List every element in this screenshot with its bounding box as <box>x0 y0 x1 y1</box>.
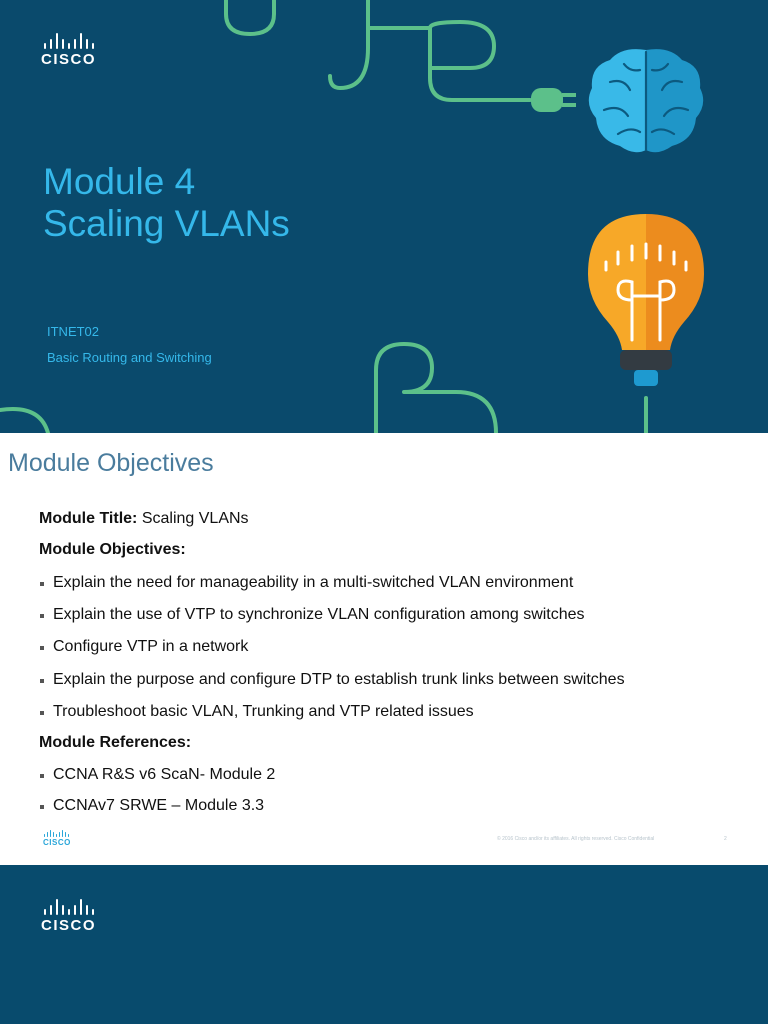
list-item: Configure VTP in a network <box>39 638 248 656</box>
module-title-label: Module Title: <box>39 510 138 527</box>
objectives-slide <box>0 433 768 865</box>
cisco-wordmark: CISCO <box>41 51 97 68</box>
module-title-line <box>39 510 249 528</box>
wire-line <box>330 0 368 88</box>
list-item: CCNA R&S v6 ScaN- Module 2 <box>39 766 275 784</box>
cisco-bars-icon <box>44 33 94 49</box>
wire-line <box>368 28 530 100</box>
module-title-value: Scaling VLANs <box>137 510 249 527</box>
list-item: Explain the use of VTP to synchronize VLAN configuration among switches <box>39 606 585 624</box>
references-label: Module References: <box>39 734 192 751</box>
cisco-wordmark: CISCO <box>43 838 71 847</box>
wire-line <box>226 0 274 34</box>
list-item: CCNAv7 SRWE – Module 3.3 <box>39 797 264 815</box>
cisco-wordmark: CISCO <box>41 917 97 934</box>
list-item: Troubleshoot basic VLAN, Trunking and VTP related issues <box>39 703 474 721</box>
wire-line <box>0 409 48 433</box>
page-number: 2 <box>724 836 727 842</box>
cisco-logo <box>43 830 71 847</box>
cisco-bars-icon <box>44 830 69 837</box>
list-item: Explain the need for manageability in a multi-switched VLAN environment <box>39 574 573 592</box>
cisco-bars-icon <box>44 899 94 915</box>
course-name: Basic Routing and Switching <box>47 350 212 365</box>
list-item: Explain the purpose and configure DTP to establish trunk links between switches <box>39 671 625 689</box>
brain-icon <box>589 49 703 152</box>
title-slide <box>0 0 768 433</box>
footer-copyright: © 2016 Cisco and/or its affiliates. All rights reserved. Cisco Confidential <box>497 836 655 842</box>
wire-line <box>430 22 494 68</box>
slide-title-line1: Module 4 <box>43 161 196 202</box>
page-title: Module Objectives <box>8 449 214 477</box>
slide-title-line2: Scaling VLANs <box>43 203 290 244</box>
course-code: ITNET02 <box>47 324 100 339</box>
wire-line <box>376 344 496 433</box>
cisco-logo <box>41 899 96 934</box>
lightbulb-icon <box>588 214 704 386</box>
closing-slide <box>0 865 768 1024</box>
objectives-label: Module Objectives: <box>39 541 186 558</box>
plug-icon <box>531 88 576 112</box>
cisco-logo <box>41 33 96 68</box>
